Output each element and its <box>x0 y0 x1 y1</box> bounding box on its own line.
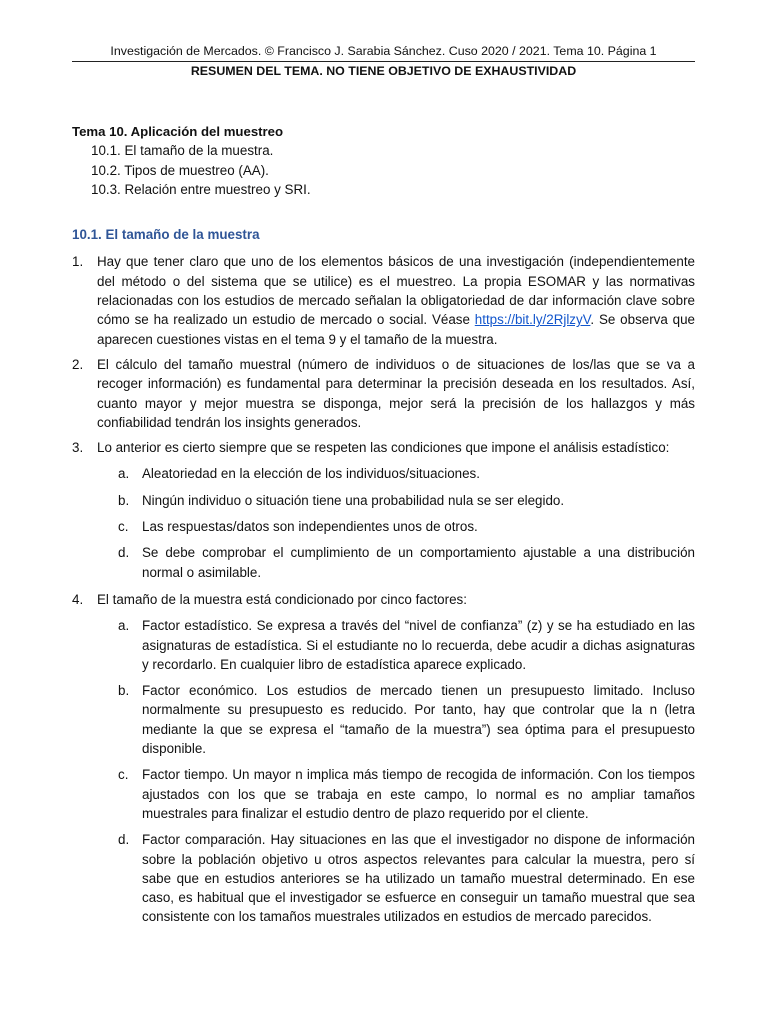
sub-letter: a. <box>118 618 130 634</box>
toc-item: 10.1. El tamaño de la muestra. <box>91 143 274 159</box>
running-header: Investigación de Mercados. © Francisco J. Sarabia Sánchez. Cuso 2020 / 2021. Tema 10. Página 1 <box>72 43 695 62</box>
sub-text: Se debe comprobar el cumplimiento de un comportamiento ajustable a una distribución normal o asimilable. <box>142 545 695 580</box>
sub-list-3 <box>72 464 695 581</box>
item-text: Lo anterior es cierto siempre que se respeten las condiciones que impone el análisis estadístico: <box>97 440 670 456</box>
sub-item <box>72 830 695 926</box>
sub-item <box>72 517 695 536</box>
sub-letter: a. <box>118 466 130 482</box>
list-item-4 <box>72 590 695 609</box>
item-text: El cálculo del tamaño muestral (número de individuos o de situaciones de los/las que se va a recoger información) es fundamental para determinar la precisión deseada en los resultados. Así, cuanto mayor y mejor muestra se disponga, mejor será la precisión de los hallazgos y más confiabilidad tendrán los insights generados. <box>97 356 695 430</box>
sub-item <box>72 765 695 823</box>
toc-item: 10.3. Relación entre muestreo y SRI. <box>91 181 311 197</box>
list-item-2 <box>72 355 695 432</box>
item-number: 2. <box>72 356 84 372</box>
list-item-3 <box>72 438 695 457</box>
item-number: 1. <box>72 254 84 270</box>
sub-text: Factor económico. Los estudios de mercado tienen un presupuesto limitado. Incluso normalmente su presupuesto es reducido. Por tanto, hay que controlar que la n (letra mediante la que se expresa el “tamaño de la muestra”) sea óptima para el presupuesto disponible. <box>142 683 695 757</box>
toc-item: 10.2. Tipos de muestreo (AA). <box>91 162 269 178</box>
sub-letter: d. <box>118 545 130 561</box>
sub-text: Aleatoriedad en la elección de los individuos/situaciones. <box>142 466 480 482</box>
list-item-1 <box>72 252 695 348</box>
sub-text: Las respuestas/datos son independientes unos de otros. <box>142 519 478 535</box>
sub-text: Factor comparación. Hay situaciones en las que el investigador no dispone de información sobre la población objetivo u otros aspectos relevantes para calcular la muestra, pero sí sabe que en estudios anteriores se ha utilizado un tamaño muestral determinado. En ese caso, es habitual que el investigador se esfuerce en conseguir un tamaño muestral que sea consistente con los tamaños muestrales utilizados en estudios de mercado parecidos. <box>142 832 695 925</box>
document-page <box>72 40 695 935</box>
sub-list-4 <box>72 616 695 926</box>
esomar-link[interactable]: https://bit.ly/2RjlzyV <box>474 312 591 328</box>
item-number: 3. <box>72 440 84 456</box>
item-text-after: . Se observa que aparecen cuestiones vistas en el tema 9 y el tamaño de la muestra. <box>97 312 696 347</box>
toc-title: Tema 10. Aplicación del muestreo <box>72 124 284 139</box>
sub-letter: b. <box>118 492 130 508</box>
sub-letter: c. <box>118 519 129 535</box>
sub-item <box>72 491 695 510</box>
sub-letter: b. <box>118 683 130 699</box>
toc-list <box>72 141 695 199</box>
sub-item <box>72 616 695 674</box>
section-heading: 10.1. El tamaño de la muestra <box>72 227 260 243</box>
sub-text: Factor tiempo. Un mayor n implica más tiempo de recogida de información. Con los tiempos ajustados con los que se trabaja en este campo, lo normal es no ampliar tamaños muestrales para finalizar el estudio dentro de plazo requerido por el cliente. <box>142 767 695 821</box>
sub-item <box>72 464 695 483</box>
sub-letter: d. <box>118 832 130 848</box>
document-subtitle: RESUMEN DEL TEMA. NO TIENE OBJETIVO DE EXHAUSTIVIDAD <box>190 64 577 78</box>
item-number: 4. <box>72 591 84 607</box>
sub-item <box>72 543 695 582</box>
sub-text: Factor estadístico. Se expresa a través del “nivel de confianza” (z) y se ha estudiado en las asignaturas de estadística. Si el estudiante no lo recuerda, debe acudir a dichas asignaturas y recordarlo. En cualquier libro de estadística aparece explicado. <box>142 618 695 672</box>
item-text: Hay que tener claro que uno de los elementos básicos de una investigación (independientemente del método o del sistema que se utilice) es el muestreo. La propia ESOMAR y las normativas relacionadas con los estudios de mercado señalan la obligatoriedad de dar información clave sobre cómo se ha realizado un estudio de mercado o social. Véase <box>97 254 695 328</box>
sub-item <box>72 681 695 758</box>
sub-text: Ningún individuo o situación tiene una probabilidad nula se ser elegido. <box>142 492 565 508</box>
item-text: El tamaño de la muestra está condicionado por cinco factores: <box>97 591 467 607</box>
sub-letter: c. <box>118 767 129 783</box>
